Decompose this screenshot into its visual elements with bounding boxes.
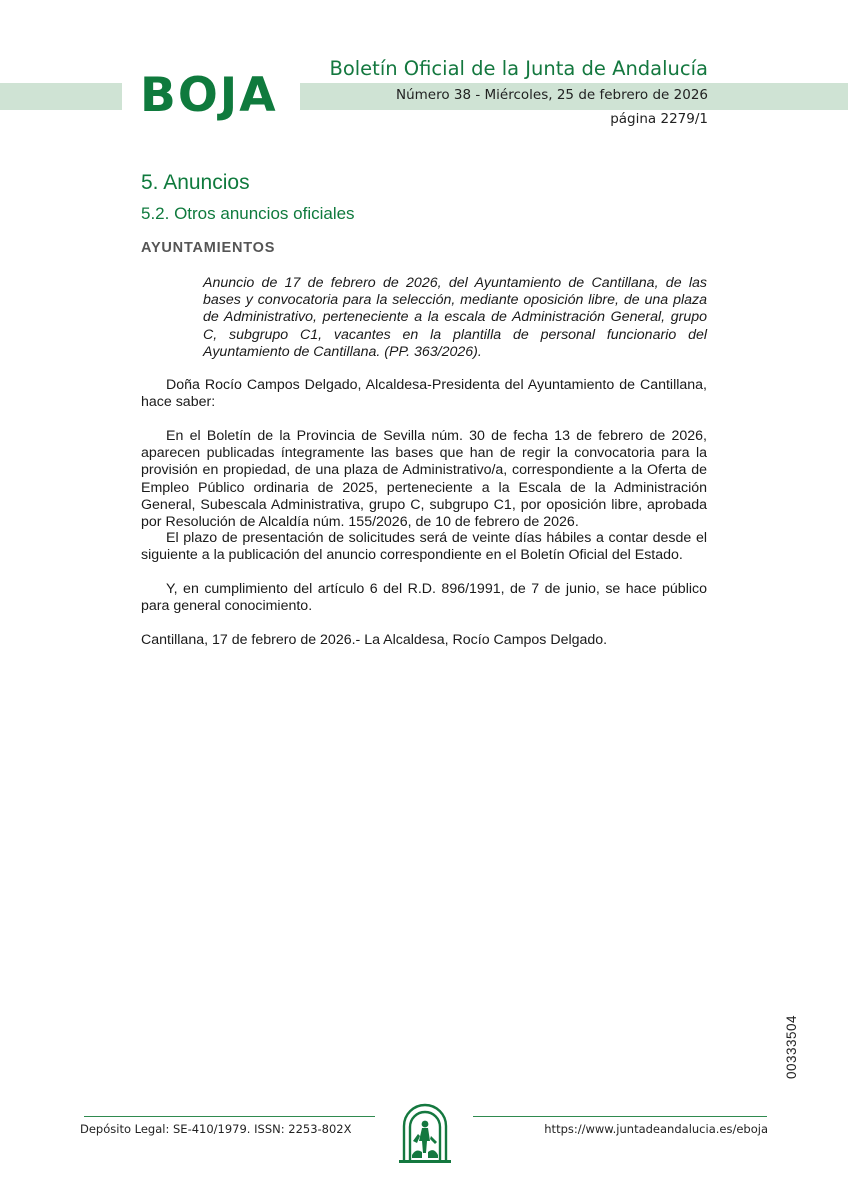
header-band-left <box>0 83 122 110</box>
website-url[interactable]: https://www.juntadeandalucia.es/eboja <box>544 1122 768 1136</box>
body-paragraph: El plazo de presentación de solicitudes será de veinte días hábiles a contar desde el siguiente a la publicación del anuncio correspondiente en el Boletín Oficial del Estado. <box>141 530 707 564</box>
body-paragraph: Doña Rocío Campos Delgado, Alcaldesa-Presidenta del Ayuntamiento de Cantillana, hace saber: <box>141 377 707 411</box>
body-paragraph: Y, en cumplimiento del artículo 6 del R.D. 896/1991, de 7 de junio, se hace público para general conocimiento. <box>141 581 707 615</box>
legal-deposit: Depósito Legal: SE-410/1979. ISSN: 2253-802X <box>80 1122 352 1136</box>
registry-number: 00333504 <box>784 1014 799 1079</box>
subsection-title: 5.2. Otros anuncios oficiales <box>141 204 355 223</box>
bulletin-title: Boletín Oficial de la Junta de Andalucía <box>329 57 708 80</box>
junta-andalucia-emblem-icon <box>394 1100 456 1166</box>
boja-logo: BOJA <box>140 68 278 123</box>
footer-rule-left <box>84 1116 375 1117</box>
page-number: página 2279/1 <box>610 111 708 127</box>
issue-number: Número 38 - Miércoles, 25 de febrero de 2026 <box>395 87 708 103</box>
body-paragraph: En el Boletín de la Provincia de Sevilla núm. 30 de fecha 13 de febrero de 2026, aparecen publicadas íntegramente las bases que han de regir la convocatoria para la provisión en propiedad, de una plaza de Administrativo/a, correspondiente a la Oferta de Empleo Público ordinaria de 2025, perteneciente a la Escala de la Administración General, Subescala Administrativa, grupo C, subgrupo C1, por oposición libre, aprobada por Resolución de Alcaldía núm. 155/2026, de 10 de febrero de 2026. <box>141 428 707 531</box>
category-heading: AYUNTAMIENTOS <box>141 240 276 256</box>
announcement-summary: Anuncio de 17 de febrero de 2026, del Ayuntamiento de Cantillana, de las bases y convocatoria para la selección, mediante oposición libre, de una plaza de Administrativo, perteneciente a la escala de Administración General, grupo C, subgrupo C1, vacantes en la plantilla de personal funcionario del Ayuntamiento de Cantillana. (PP. 363/2026). <box>203 275 707 360</box>
section-title: 5. Anuncios <box>141 171 250 194</box>
signature-line: Cantillana, 17 de febrero de 2026.- La Alcaldesa, Rocío Campos Delgado. <box>141 632 608 648</box>
footer-rule-right <box>473 1116 767 1117</box>
